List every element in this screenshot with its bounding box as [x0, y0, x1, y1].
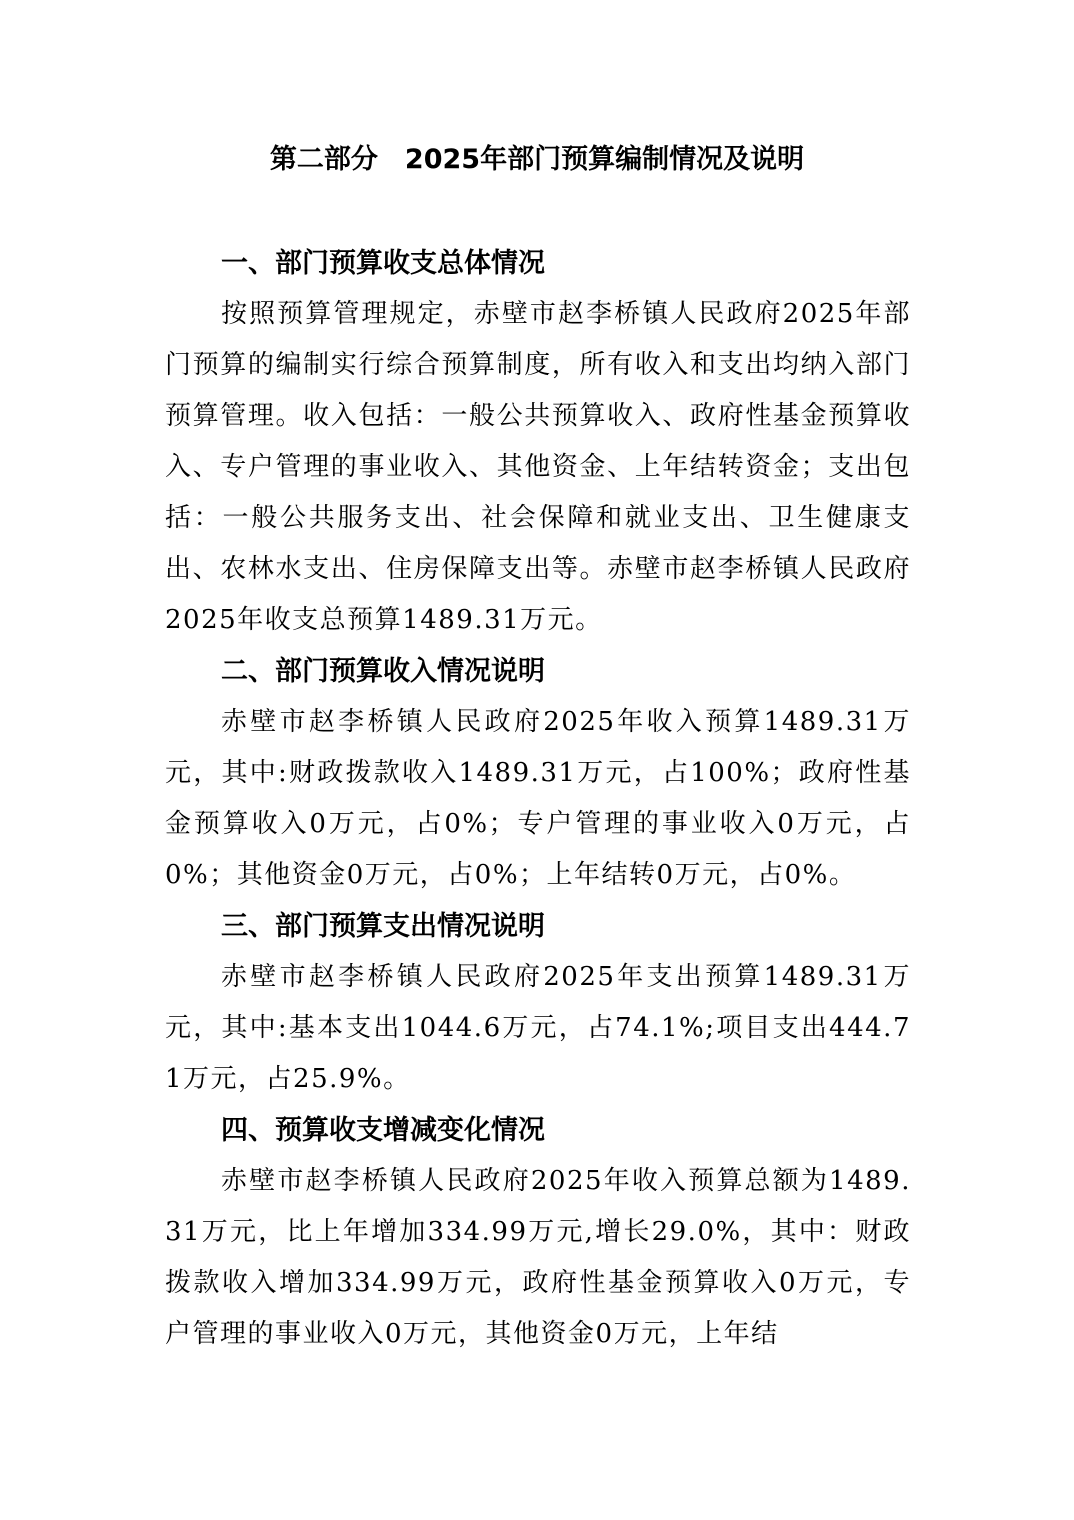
- section-paragraph-change: 赤壁市赵李桥镇人民政府2025年收入预算总额为1489.31万元，比上年增加334.99万元,增长29.0%，其中：财政拨款收入增加334.99万元，政府性基金预算收入0万元，专户管理的事业收入0万元，其他资金0万元，上年结: [165, 1166, 911, 1349]
- section-heading-change: 四、预算收支增减变化情况: [221, 1115, 545, 1146]
- section-paragraph-income: 赤壁市赵李桥镇人民政府2025年收入预算1489.31万元，其中:财政拨款收入1489.31万元，占100%；政府性基金预算收入0万元，占0%；专户管理的事业收入0万元，占0%；其他资金0万元，占0%；上年结转0万元，占0%。: [165, 707, 911, 890]
- section-heading-expenditure: 三、部门预算支出情况说明: [221, 911, 545, 942]
- document-title: 第二部分 2025年部门预算编制情况及说明: [269, 144, 805, 175]
- section-paragraph-overview: 按照预算管理规定，赤壁市赵李桥镇人民政府2025年部门预算的编制实行综合预算制度，所有收入和支出均纳入部门预算管理。收入包括：一般公共预算收入、政府性基金预算收入、专户管理的事业收入、其他资金、上年结转资金；支出包括：一般公共服务支出、社会保障和就业支出、卫生健康支出、农林水支出、住房保障支出等。赤壁市赵李桥镇人民政府2025年收支总预算1489.31万元。: [165, 299, 911, 635]
- document-body: [165, 238, 911, 1360]
- section-heading-income: 二、部门预算收入情况说明: [221, 656, 545, 687]
- section-heading-overview: 一、部门预算收支总体情况: [221, 248, 545, 279]
- section-paragraph-expenditure: 赤壁市赵李桥镇人民政府2025年支出预算1489.31万元，其中:基本支出1044.6万元，占74.1%;项目支出444.71万元，占25.9%。: [165, 962, 911, 1094]
